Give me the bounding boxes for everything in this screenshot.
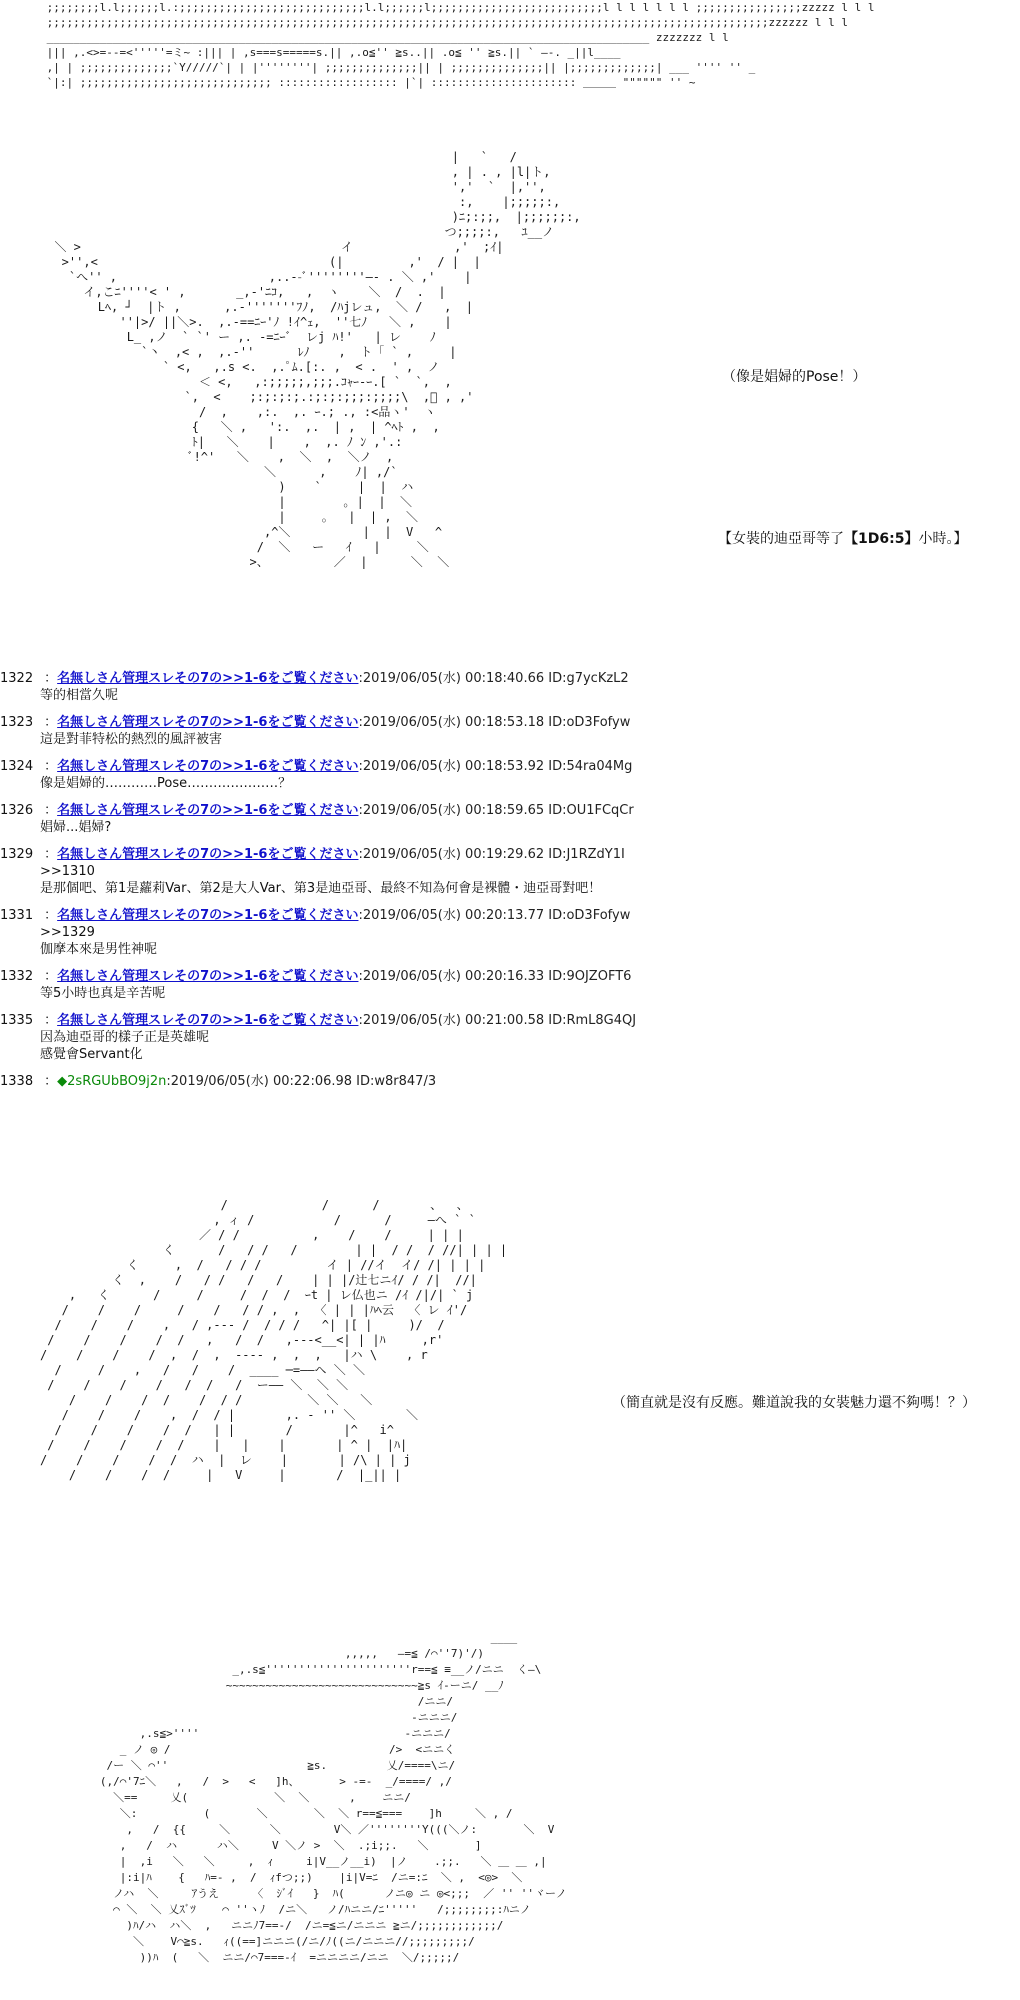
post-body-line: 伽摩本來是男性神呢 — [40, 942, 158, 957]
post-number: 1332 — [0, 969, 34, 984]
post-number: 1338 — [0, 1074, 34, 1089]
post-number: 1322 — [0, 671, 34, 686]
post-number: 1323 — [0, 715, 34, 730]
post-1324: 1324 ：名無しさん管理スレその7の>>1-6をご覧ください:2019/06/05(水) 00:18:53.92 ID:54ra04Mg 像是娼婦的…………Pose…………………？ — [0, 758, 1000, 792]
header-ascii-art: ;;;;;;;;l.l;;;;;;l.:;;;;;;;;;;;;;;;;;;;;;;;;;;;;l.l;;;;;;l;;;;;;;;;;;;;;;;;;;;;;;;;;l l l l l l l ;;;;;;;;;;;;;;;;zzzzz l l l ;;;;;;;;;;;;;;;;;;;;;;;;;;;;;;;;;;;;;;;;;;;;;;;;;;;;;;;;;;;;;;;;;;;;;;;;;;;;;;;;;;;;;;;;;;;;;;;;;;;;;;;;;;;;;zzzzzz l l l ___________________________________________________________________________________________ zzzzzzz l l ||| ,.<>=--=<'''''=ミ~ :||| | ,s===s=====s.|| ,.o≦'' ≧s..|| .o≦ '' ≧s.|| ` ―-. _||l____ ,| | ;;;;;;;;;;;;;;`Y/////`| | |''''''''| ;;;;;;;;;;;;;;|| | ;;;;;;;;;;;;;;|| |;;;;;;;;;;;;;| ___ '''' '' _ `|:| ;;;;;;;;;;;;;;;;;;;;;;;;;;;;; :::::::::::::::::: |`| :::::::::::::::::::::: ＿＿＿ """""" '' ~ — [46, 1, 875, 89]
pose-quote-caption: （像是娼婦的Pose！） — [722, 369, 867, 385]
post-1322: 1322 ：名無しさん管理スレその7の>>1-6をご覧ください:2019/06/05(水) 00:18:40.66 ID:g7ycKzL2 等的相當久呢 — [0, 670, 1000, 704]
post-1335: 1335 ：名無しさん管理スレその7の>>1-6をご覧ください:2019/06/05(水) 00:21:00.58 ID:RmL8G4QJ 因為迪亞哥的樣子正是英雄呢 感覺會Servant化 — [0, 1012, 1000, 1063]
post-number: 1335 — [0, 1013, 34, 1028]
post-1329: 1329 ：名無しさん管理スレその7の>>1-6をご覧ください:2019/06/05(水) 00:19:29.62 ID:J1RZdY1I >>1310 是那個吧、第1是蘿莉Var、第2是大人Var、第3是迪亞哥、最終不知為何會是裸體・迪亞哥對吧！ — [0, 846, 1000, 897]
post-1332: 1332 ：名無しさん管理スレその7の>>1-6をご覧ください:2019/06/05(水) 00:20:16.33 ID:9OJZOFT6 等5小時也真是辛苦呢 — [0, 968, 1000, 1002]
post-meta: :2019/06/05(水) 00:18:59.65 ID:OU1FCqCr — [358, 803, 634, 818]
reply-anchor-link[interactable]: >>1329 — [40, 925, 95, 940]
poster-name-link[interactable]: 名無しさん管理スレその7の>>1-6をご覧ください — [57, 715, 359, 730]
poster-name-link[interactable]: 名無しさん管理スレその7の>>1-6をご覧ください — [57, 1013, 359, 1028]
poster-name-link[interactable]: 名無しさん管理スレその7の>>1-6をご覧ください — [57, 969, 359, 984]
post-body-line: 是那個吧、第1是蘿莉Var、第2是大人Var、第3是迪亞哥、最終不知為何會是裸體・迪亞哥對吧！ — [40, 881, 602, 896]
post-number: 1331 — [0, 908, 34, 923]
post-number: 1329 — [0, 847, 34, 862]
reaction-quote-caption: （簡直就是沒有反應。難道說我的女裝魅力還不夠嗎！？） — [612, 1395, 976, 1411]
crowd-ascii-art: ____ ,,,,, ―=≦ /⌒''7)'/) _,.s≦''''''''''''''''''''''r==≦ ≡__ノ/ニニ く―\ ~~~~~~~~~~~~~~~~~~~~~~~~~~~~~≧s ｲ-ーニ/ __ﾉ /ニニ/ -ニニニ/ ,.s≦>'''' -ニニニ/ _ ノ ◎ / /> <ニニく /ー ＼ ⌒'' ≧s. 乂/====\ニ/ (,/⌒'7ﾆ＼ , / > < ]h、 > -=- _/====/ ,/ ＼== 乂( ＼ ＼ , ニニ/ ＼: ( ＼ ＼ ＼ r==≦=== ]h ＼ , / , / {{ ＼ ＼ V＼ ／''''''''Y(((＼ノ: ＼ V , / ハ ハ＼ V ＼ノ > ＼ .;i;;. ＼ ] | ,i ＼ ＼ , ｨ i|V__ノ__i) |ノ .;;. ＼ ＿ ＿ ,| |:i|ﾊ { ﾊ=- , / ｨfつ;;) |i|V=ﾆ /ニ=:ﾆ ＼ , <◎> ＼ ノハ ＼ ｱうえ 〈 ｼﾞｲ } ﾊ( ノニ◎ ニ ◎<;;; ／ '' ''ヾーノ ⌒ ＼ ＼ 乂ｽﾞﾂ ⌒ ''ヽﾉ /ニ＼ ノ/ﾊニニ/ﾆ''''' /;;;;;;;;:ﾊニノ )ﾊ/ハ ハ＼ , ニニﾉ7==-/ /ニ=≦ニ/ニニニ ≧ニ/;;;;;;;;;;;;/ ＼ V⌒≧s. ｨ((==]ニニニ(/ニ/ﾉ((ニ/ニニニ//;;;;;;;;;/ ))ﾊ ( ＼ ニニ/⌒7===-ｲ =ニニニニ/ニニ ＼/;;;;;/ — [99, 1631, 567, 1964]
poster-trip: ◆2sRGUbBO9j2n — [57, 1074, 167, 1089]
post-number: 1326 — [0, 803, 34, 818]
post-body-line: 娼婦...娼婦? — [40, 820, 112, 835]
post-meta: :2019/06/05(水) 00:22:06.98 ID:w8r847/3 — [166, 1074, 437, 1089]
post-body-line: 等的相當久呢 — [40, 688, 119, 703]
dice-result: 【1D6:5】 — [844, 531, 919, 547]
post-body-line: 感覺會Servant化 — [40, 1047, 143, 1062]
post-body-line: 因為迪亞哥的樣子正是英雄呢 — [40, 1030, 210, 1045]
wait-prefix: 【女裝的迪亞哥等了 — [718, 531, 844, 547]
reaction-ascii-art: / / / 、 、 , ィ / / / ―へ ` ` ／ / / , / / | | | く / / / / | | / / / //| | | | く , / / / / イ | //イ イ/ /| | | | く , / / / / / | | |/辻七ニｲ/ / /| //| , く / / / / / ｰt | レ仏也ニ /ｲ /|/| ` j / / / / / / / , , 〈 | | |ﾊﾍ云 〈 レ ｲ'/ / / / , / ,--- / / / / ^| |[ | )/ / / / / / / , / / ,---<__<| | |ﾊ ,r' / / / / , / , ---- , , , |ハ \ , r / / , / / / ____ ─=――ヘ ＼ ＼ / / / / / / / ー―― ＼ ＼ ＼ / / / / / / / ＼ ＼ ＼ / / / , / / | ,. - '' ＼ ＼ / / / / / | | / |^ i^ / / / / / | | | | ^ | |ﾊ| / / / / / ハ | レ | | /\ | | j / / / / | V | / |_|| | — [40, 1198, 508, 1482]
post-1338-op — [0, 1073, 1000, 1090]
post-list — [0, 670, 1000, 1100]
poster-name-link[interactable]: 名無しさん管理スレその7の>>1-6をご覧ください — [57, 908, 359, 923]
wait-suffix: 小時。】 — [918, 531, 968, 547]
wait-time-caption — [718, 530, 967, 548]
post-body-line: 這是對菲特松的熱烈的風評被害 — [40, 732, 223, 747]
poster-name-link[interactable]: 名無しさん管理スレその7の>>1-6をご覧ください — [57, 803, 359, 818]
poster-name-link[interactable]: 名無しさん管理スレその7の>>1-6をご覧ください — [57, 847, 359, 862]
post-number: 1324 — [0, 759, 34, 774]
post-separator: ： — [44, 1074, 58, 1089]
post-meta: :2019/06/05(水) 00:18:40.66 ID:g7ycKzL2 — [358, 671, 629, 686]
post-meta: :2019/06/05(水) 00:18:53.18 ID:oD3Fofyw — [358, 715, 631, 730]
post-meta: :2019/06/05(水) 00:20:16.33 ID:9OJZOFT6 — [358, 969, 632, 984]
post-meta: :2019/06/05(水) 00:18:53.92 ID:54ra04Mg — [358, 759, 633, 774]
post-meta: :2019/06/05(水) 00:20:13.77 ID:oD3Fofyw — [358, 908, 631, 923]
post-body-line: 等5小時也真是辛苦呢 — [40, 986, 166, 1001]
reply-anchor-link[interactable]: >>1310 — [40, 864, 95, 879]
post-1326: 1326 ：名無しさん管理スレその7の>>1-6をご覧ください:2019/06/05(水) 00:18:59.65 ID:OU1FCqCr 娼婦...娼婦? — [0, 802, 1000, 836]
post-meta: :2019/06/05(水) 00:21:00.58 ID:RmL8G4QJ — [358, 1013, 637, 1028]
poster-name-link[interactable]: 名無しさん管理スレその7の>>1-6をご覧ください — [57, 671, 359, 686]
post-body-line: 像是娼婦的…………Pose…………………？ — [40, 776, 292, 791]
post-1331: 1331 ：名無しさん管理スレその7の>>1-6をご覧ください:2019/06/05(水) 00:20:13.77 ID:oD3Fofyw >>1329 伽摩本來是男性神呢 — [0, 907, 1000, 958]
poster-name-link[interactable]: 名無しさん管理スレその7の>>1-6をご覧ください — [57, 759, 359, 774]
pose-ascii-art: | ` / , | . , |l|ト, ',' ` |,'', :, |;;;;;:, )ﾆ;:;;, |;;;;;;:, つ;;;;:, ﾕ__ノ ＼ > イ ,' ;ｲ| >'',< (| ,' / | | `へ'' , ,..--ﾞ''''''''―- . ＼ ,' | イ,こﾆ''''< ' , _,-'ﾆｺ, , ヽ ＼ / . | Lﾍ, ┘ |ト , ,.-'''''''ﾌﾉ, /ﾊjレュ, ＼ / , | ''|>/ ||＼>. ,.-==ﾆｰ'ﾉ !ｲ^ｪ, ''七ﾉ ＼ , | L_ ,ノ ` `' ー ,. -=ﾆｰﾞ レj ﾊ!' | レ ﾉ `丶 ,< , ,.-'' ﾚﾉ , ト「 ` , | ` <, ,.s <. ,.ﾟﾑ.[:. , < . ' , ノ ＜ <, ,:;;;;;,;;;.ｺｬｰ-ｰ.[ ` `, , `, < ;:;:;:;.:;:;:;;;:;;;;\ ,ﾟ , ,' / , ,:. ,. ｰ.; ., :<品ヽ' ヽ { ＼ , ':. ,. | , | ^ﾍﾄ , , ﾄ| ＼ | , ,. ﾉ ﾝ ,'.: ﾞ!^' ＼ , ＼ , ＼ノ , ＼ , ﾉ| ,/` ) ` | | ハ | ｡ | | ＼ | 。 | | , ＼ ,^＼ | | V ^ / ＼ ー ｲ | ＼ >、 ／ | ＼ ＼ — [54, 150, 581, 569]
post-1323: 1323 ：名無しさん管理スレその7の>>1-6をご覧ください:2019/06/05(水) 00:18:53.18 ID:oD3Fofyw 這是對菲特松的熱烈的風評被害 — [0, 714, 1000, 748]
post-meta: :2019/06/05(水) 00:19:29.62 ID:J1RZdY1I — [358, 847, 625, 862]
